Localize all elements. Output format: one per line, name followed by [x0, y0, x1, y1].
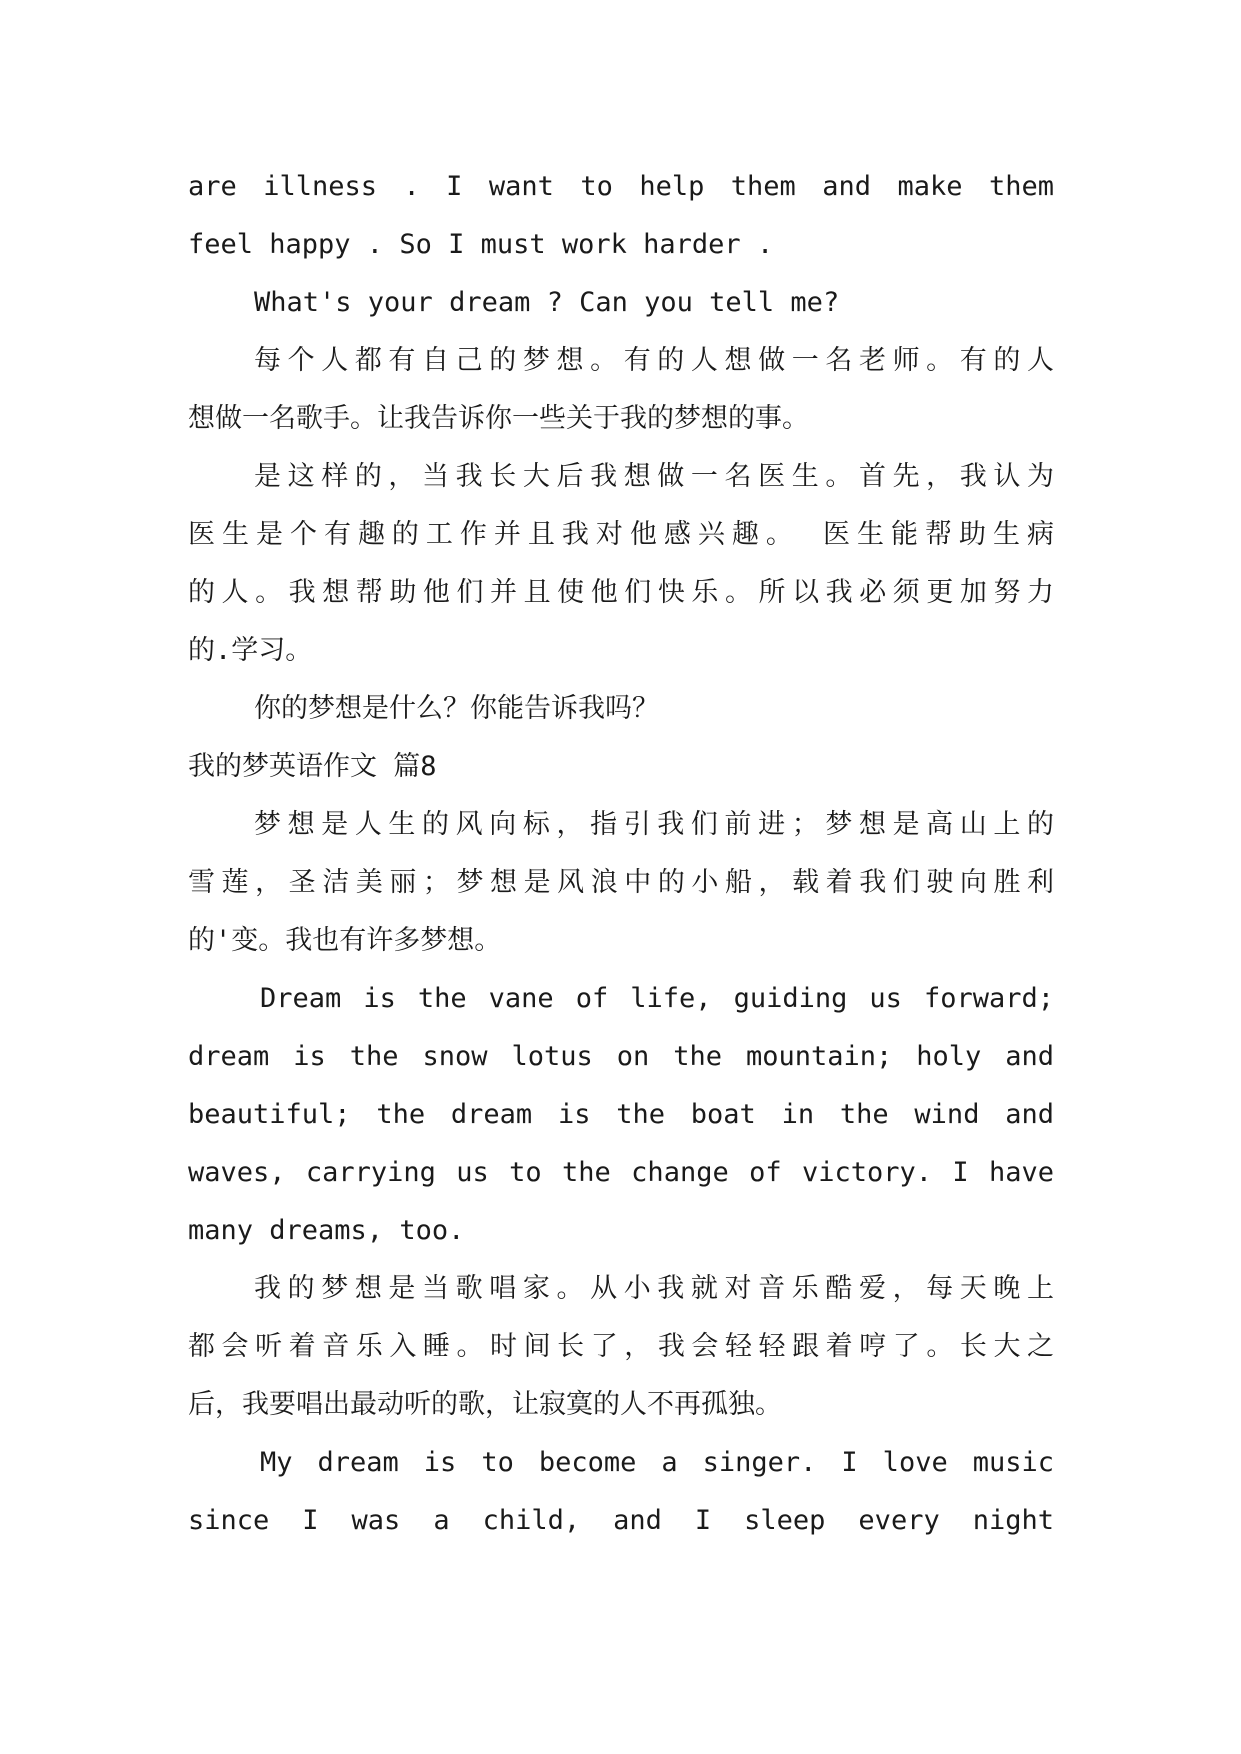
section-heading: 我的梦英语作文 篇8 [188, 751, 437, 782]
text-line: What's your dream ? Can you tell me? [254, 287, 840, 318]
text-line: waves, carrying us to the change of victory. I have [188, 1157, 1054, 1188]
text-line: 每个人都有自己的梦想。有的人想做一名老师。有的人 [254, 345, 1054, 376]
text-line: 医生是个有趣的工作并且我对他感兴趣。 医生能帮助生病 [188, 519, 1054, 550]
text-line: 是这样的，当我长大后我想做一名医生。首先，我认为 [254, 461, 1054, 492]
text-line: My dream is to become a singer. I love music [260, 1447, 1054, 1478]
text-line: 雪莲，圣洁美丽；梦想是风浪中的小船，载着我们驶向胜利 [188, 867, 1054, 898]
text-line: beautiful; the dream is the boat in the wind and [188, 1099, 1054, 1130]
text-line: 的'变。我也有许多梦想。 [188, 925, 502, 956]
text-line: since I was a child, and I sleep every night [188, 1505, 1054, 1536]
document-page [188, 158, 1054, 1550]
text-line: 都会听着音乐入睡。时间长了，我会轻轻跟着哼了。长大之 [188, 1331, 1054, 1362]
text-line: 你的梦想是什么？你能告诉我吗？ [254, 693, 659, 724]
text-line: 梦想是人生的风向标，指引我们前进；梦想是高山上的 [254, 809, 1054, 840]
text-line: many dreams, too. [188, 1215, 465, 1246]
text-line: 的人。我想帮助他们并且使他们快乐。所以我必须更加努力 [188, 577, 1054, 608]
text-line: 后，我要唱出最动听的歌，让寂寞的人不再孤独。 [188, 1389, 782, 1420]
text-line: 的.学习。 [188, 635, 313, 666]
text-line: are illness . I want to help them and make them [188, 171, 1054, 202]
text-line: 想做一名歌手。让我告诉你一些关于我的梦想的事。 [188, 403, 809, 434]
text-line: feel happy . So I must work harder . [188, 229, 774, 260]
text-line: dream is the snow lotus on the mountain; holy and [188, 1041, 1054, 1072]
text-line: Dream is the vane of life, guiding us forward; [260, 983, 1054, 1014]
text-line: 我的梦想是当歌唱家。从小我就对音乐酷爱，每天晚上 [254, 1273, 1054, 1304]
